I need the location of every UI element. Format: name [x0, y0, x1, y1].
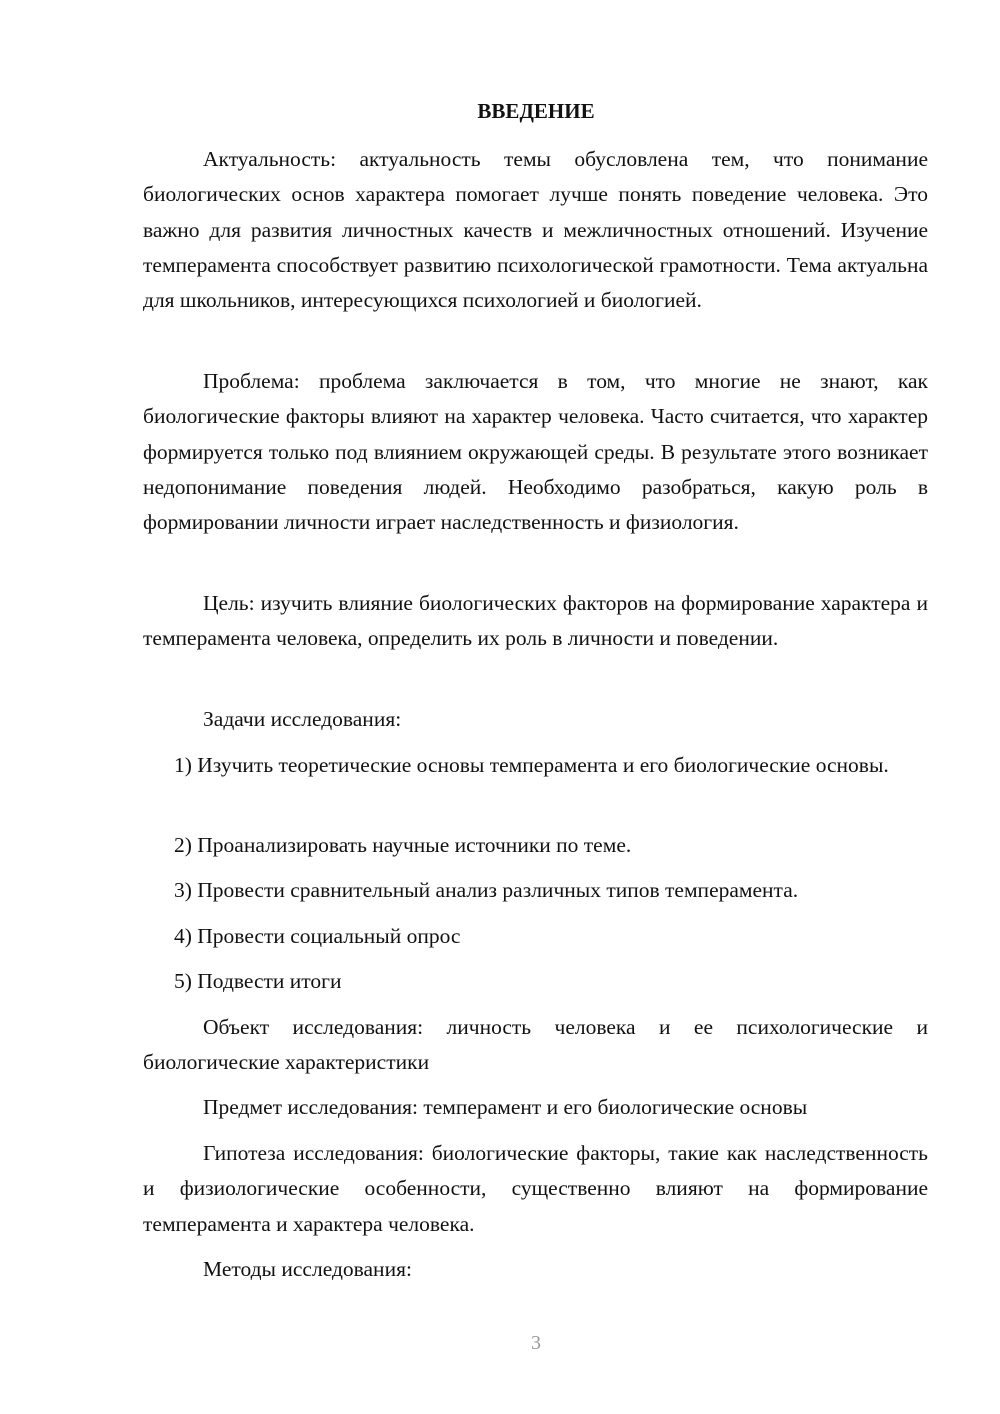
- page-number: 3: [531, 1332, 541, 1354]
- problem-paragraph: Проблема: проблема заключается в том, что многие не знают, как биологические факторы влияют на характер человека. Часто считается, что характер формируется только под влиянием окружающей среды. В результате этого возникает недопонимание поведения людей. Необходимо разобраться, какую роль в формировании личности играет наследственность и физиология.: [143, 369, 928, 535]
- task-item-3: 3) Провести сравнительный анализ различных типов темперамента.: [174, 878, 799, 902]
- goal-paragraph: Цель: изучить влияние биологических факторов на формирование характера и темперамента человека, определить их роль в личности и поведении.: [143, 591, 928, 651]
- page-title: ВВЕДЕНИЕ: [477, 99, 595, 123]
- tasks-heading: Задачи исследования:: [203, 707, 402, 731]
- hypothesis-paragraph: Гипотеза исследования: биологические факторы, такие как наследственность и физиологические особенности, существенно влияют на формирование темперамента и характера человека.: [143, 1141, 928, 1236]
- task-item-2: 2) Проанализировать научные источники по теме.: [174, 833, 632, 857]
- task-item-4: 4) Провести социальный опрос: [174, 924, 461, 948]
- methods-heading: Методы исследования:: [203, 1257, 412, 1281]
- relevance-paragraph: Актуальность: актуальность темы обусловлена тем, что понимание биологических основ характера помогает лучше понять поведение человека. Это важно для развития личностных качеств и межличностных отношений. Изучение темперамента способствует развитию психологической грамотности. Тема актуальна для школьников, интересующихся психологией и биологией.: [143, 147, 928, 313]
- task-item-1: 1) Изучить теоретические основы темперамента и его биологические основы.: [174, 753, 889, 777]
- object-paragraph: Объект исследования: личность человека и ее психологические и биологические характеристики: [143, 1015, 928, 1075]
- subject-paragraph: Предмет исследования: темперамент и его биологические основы: [203, 1095, 808, 1119]
- task-item-5: 5) Подвести итоги: [174, 969, 342, 993]
